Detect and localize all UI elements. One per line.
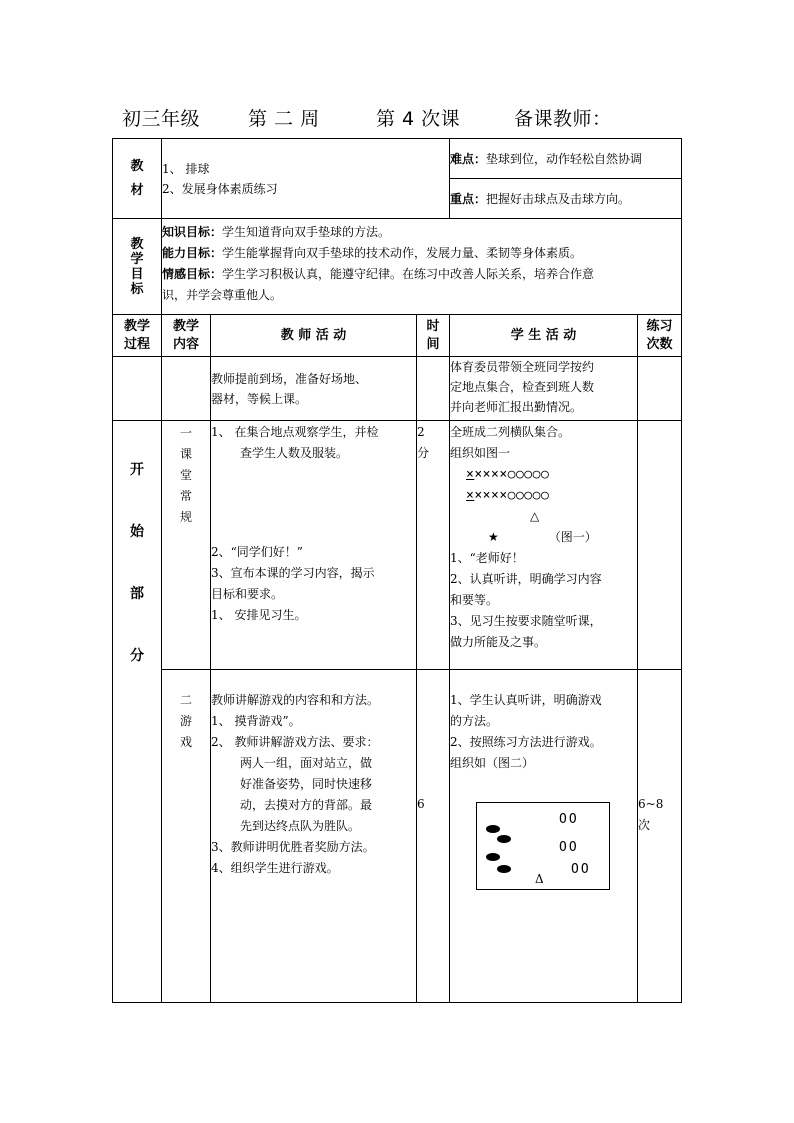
routine-row	[113, 421, 682, 670]
materials-list	[162, 139, 450, 219]
routine-student: 全班成二列横队集合。 组织如图一 ×××××○○○○○ ×××××○○○○○ △ ★ （图一） 1、“老师好！ 2、认真听讲，明确学习内容 和要等。 3、见习生按要求随堂听课， 做力所能及之事。	[450, 421, 638, 670]
prep-teacher: 教师提前到场，准备好场地、 器材，等候上课。	[211, 357, 417, 421]
teacher-triangle-icon: Δ	[535, 872, 544, 886]
prep-student: 体育委员带领全班同学按约 定地点集合，检查到班人数 并向老师汇报出勤情况。	[450, 357, 638, 421]
routine-teacher: 1、 在集合地点观察学生，并检 查学生人数及服装。 2、“同学们好！” 3、宣布本课的学习内容，揭示 目标和要求。 1、 安排见习生。	[211, 421, 417, 670]
material-item: 2、发展身体素质练习	[162, 182, 278, 196]
figure-1-caption: （图一）	[548, 530, 597, 544]
player-dot	[486, 825, 500, 833]
lesson-plan-table	[112, 138, 682, 1003]
star-icon: ★	[488, 530, 499, 544]
key-point-cell	[450, 179, 682, 219]
player-pair: OO	[559, 840, 579, 855]
lesson-number-label: 第 4 次课	[376, 108, 461, 130]
materials-row-top	[113, 139, 682, 179]
col-process: 教学 过程	[113, 315, 162, 357]
game-teacher: 教师讲解游戏的内容和和方法。 1、 摸背游戏”。 2、 教师讲解游戏方法、要求： 两人一组，面对站立，做 好准备姿势，同时快速移 动，去摸对方的背部。最 先到达终点队为胜队。 3、教师讲明优胜者奖励方法。 4、组织学生进行游戏。	[211, 670, 417, 1003]
knowledge-label: 知识目标：	[162, 225, 223, 239]
week-label: 第 二 周	[248, 108, 320, 130]
game-count: 6~8 次	[638, 670, 682, 1003]
grade-label: 初三年级	[122, 108, 201, 130]
game-time: 6	[417, 670, 450, 1003]
emotion-text: 学生学习积极认真，能遵守纪律。在练习中改善人际关系，培养合作意	[222, 267, 595, 281]
formation-row-2: ×××××○○○○○	[466, 488, 550, 503]
game-student: 1、学生认真听讲，明确游戏 的方法。 2、按照练习方法进行游戏。 组织如（图二） OO OO OO Δ	[450, 670, 638, 1003]
objectives-row	[113, 219, 682, 315]
emotion-label: 情感目标：	[162, 267, 223, 281]
objectives-label: 教 学 目 标	[113, 219, 162, 315]
column-header-row	[113, 315, 682, 357]
game-field-diagram	[476, 802, 610, 890]
col-time: 时 间	[417, 315, 450, 357]
ability-text: 学生能掌握背向双手垫球的技术动作，发展力量、柔韧等身体素质。	[222, 246, 583, 260]
materials-label: 教 材	[113, 139, 162, 219]
col-content: 教学 内容	[162, 315, 211, 357]
prep-row	[113, 357, 682, 421]
player-pair: OO	[571, 862, 591, 877]
col-teacher-activity: 教 师 活 动	[211, 315, 417, 357]
figure-1-row	[450, 527, 637, 548]
start-section-label: 开 始 部 分	[113, 421, 162, 1003]
player-dot	[497, 865, 511, 873]
player-dot	[497, 835, 511, 843]
knowledge-text: 学生知道背向双手垫球的方法。	[222, 225, 391, 239]
emotion-text-cont: 识，并学会尊重他人。	[162, 288, 283, 302]
teacher-triangle-icon: △	[530, 509, 540, 523]
formation-row-1: ×××××○○○○○	[466, 467, 550, 482]
player-dot	[486, 853, 500, 861]
material-item: 1、 排球	[162, 162, 210, 176]
difficulty-label: 难点：	[450, 151, 487, 166]
teacher-label: 备课教师：	[514, 108, 612, 130]
difficulty-text: 垫球到位，动作轻松自然协调	[486, 151, 643, 166]
col-practice-count: 练习 次数	[638, 315, 682, 357]
ability-label: 能力目标：	[162, 246, 223, 260]
game-row	[113, 670, 682, 1003]
col-student-activity: 学 生 活 动	[450, 315, 638, 357]
game-content: 二 游 戏	[162, 670, 211, 1003]
key-point-text: 把握好击球点及击球方向。	[486, 191, 631, 206]
player-pair: OO	[559, 812, 579, 827]
routine-time: 2 分	[417, 421, 450, 670]
objectives-text	[162, 219, 682, 315]
difficulty-cell	[450, 139, 682, 179]
key-point-label: 重点：	[450, 191, 487, 206]
routine-content: 一 课 堂 常 规	[162, 421, 211, 670]
